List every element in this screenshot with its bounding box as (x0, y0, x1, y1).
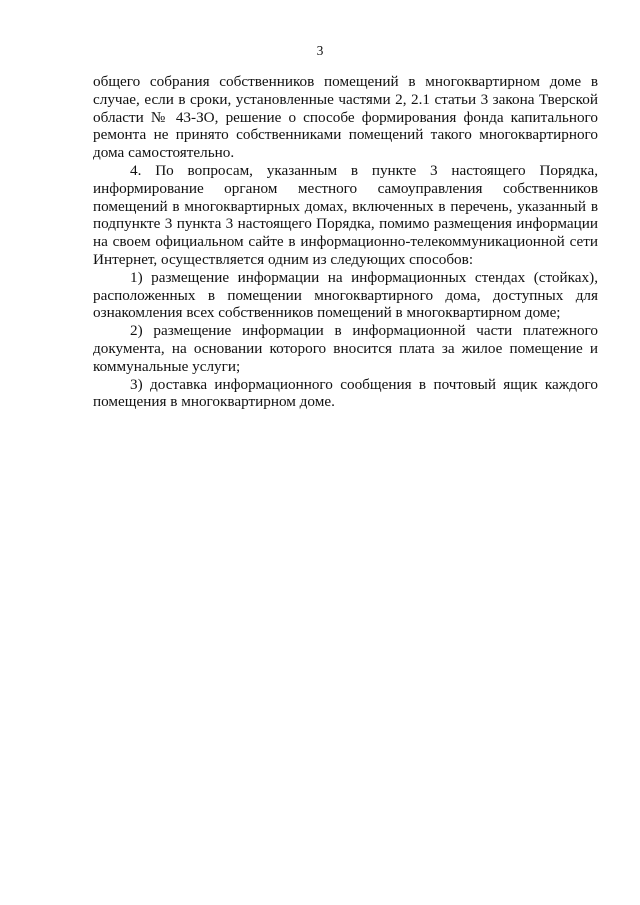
paragraph-continuation: общего собрания собственников помещений в многоквартирном доме в случае, если в сроки, установленные частями 2, 2.1 статьи 3 закона Тверской области № 43-ЗО, решение о способе формирования фонда капитального ремонта не принято собственниками помещений такого многоквартирного дома самостоятельно. (93, 73, 598, 162)
paragraph-item-4: 4. По вопросам, указанным в пункте 3 настоящего Порядка, информирование органом местного самоуправления собственников помещений в многоквартирных домах, включенных в перечень, указанный в подпункте 3 пункта 3 настоящего Порядка, помимо размещения информации на своем официальном сайте в информационно-телекоммуникационной сети Интернет, осуществляется одним из следующих способов: (93, 161, 598, 268)
paragraph-subitem-2: 2) размещение информации в информационной части платежного документа, на основании которого вносится плата за жилое помещение и коммунальные услуги; (93, 322, 598, 375)
document-body (93, 73, 598, 411)
paragraph-subitem-3: 3) доставка информационного сообщения в почтовый ящик каждого помещения в многоквартирном доме. (93, 375, 598, 411)
page-number: 3 (316, 43, 324, 58)
paragraph-subitem-1: 1) размещение информации на информационных стендах (стойках), расположенных в помещении многоквартирного дома, доступных для ознакомления всех собственников помещений в многоквартирном доме; (93, 268, 598, 322)
